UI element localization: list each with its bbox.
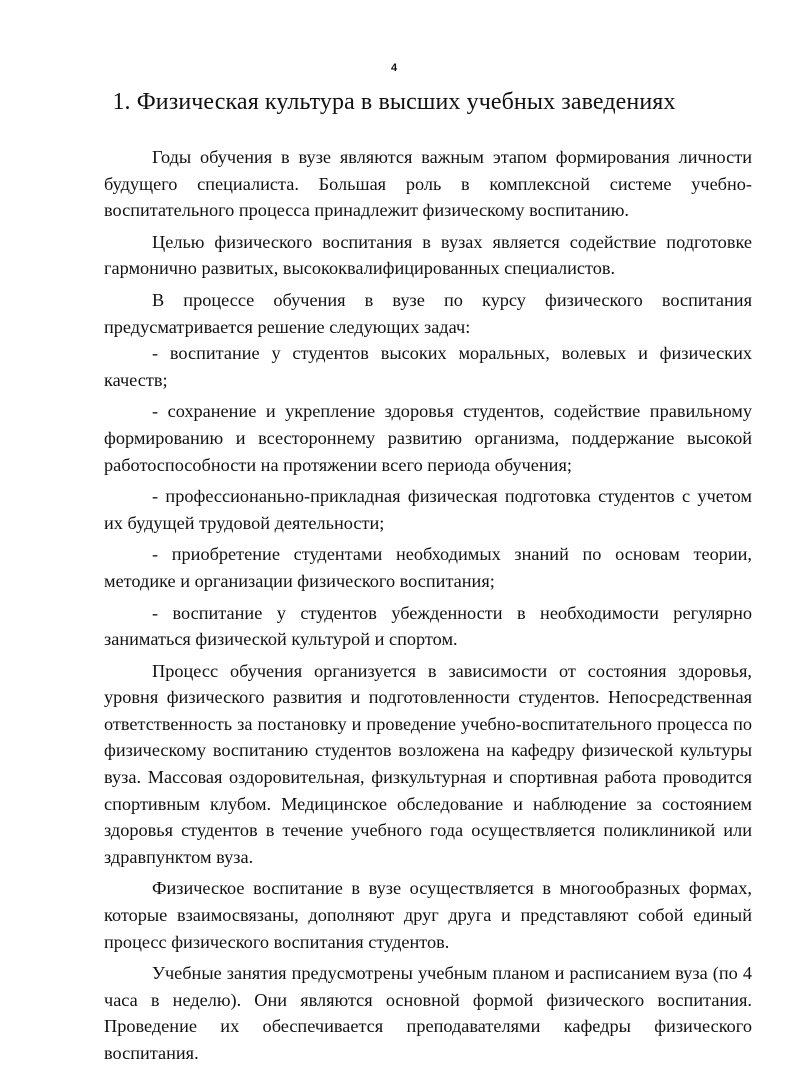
chapter-title: 1. Физическая культура в высших учебных заведениях [112,89,676,115]
paragraph-classes: Учебные занятия предусмотрены учебным планом и расписанием вуза (по 4 часа в неделю). Они являются основной формой физического воспитания. Проведение их обеспечивается преподавателями кафедры физического воспитания. [104,963,752,1063]
paragraph-tasks-intro: В процессе обучения в вузе по курсу физического воспитания предусматривается решение следующих задач: [104,289,752,337]
paragraph-goal: Целью физического воспитания в вузах является содействие подготовке гармонично развитых, высококвалифицированных специалистов. [104,231,752,279]
paragraph-forms: Физическое воспитание в вузе осуществляется в многообразных формах, которые взаимосвязаны, дополняют друг друга и представляют собой единый процесс физического воспитания студентов. [104,878,752,952]
page-number: 4 [390,62,398,74]
task-item-moral-qualities: - воспитание у студентов высоких моральных, волевых и физических качеств; [104,343,752,390]
task-item-conviction: - воспитание у студентов убежденности в необходимости регулярно заниматься физической культурой и спортом. [104,602,752,650]
task-item-knowledge: - приобретение студентами необходимых знаний по основам теории, методике и организации физического воспитания; [104,544,752,591]
paragraph-intro: Годы обучения в вузе являются важным этапом формирования личности будущего специалиста. Большая роль в комплексной системе учебно-воспитательного процесса принадлежит физическому воспитанию. [104,147,752,221]
task-item-health: - сохранение и укрепление здоровья студентов, содействие правильному формированию и всестороннему развитию организма, поддержание высокой работоспособности на протяжении всего периода обучения; [104,401,752,475]
body-text [104,144,752,1067]
paragraph-organization: Процесс обучения организуется в зависимости от состояния здоровья, уровня физического развития и подготовленности студентов. Непосредственная ответственность за постановку и проведение учебно-воспитательного процесса по физическому воспитанию студентов возложена на кафедру физической культуры вуза. Массовая оздоровительная, физкультурная и спортивная работа проводится спортивным клубом. Медицинское обследование и наблюдение за состоянием здоровья студентов в течение учебного года осуществляется поликлиникой или здравпунктом вуза. [104,660,752,867]
task-item-professional-training: - профессионаньно-прикладная физическая подготовка студентов с учетом их будущей трудовой деятельности; [104,486,752,533]
